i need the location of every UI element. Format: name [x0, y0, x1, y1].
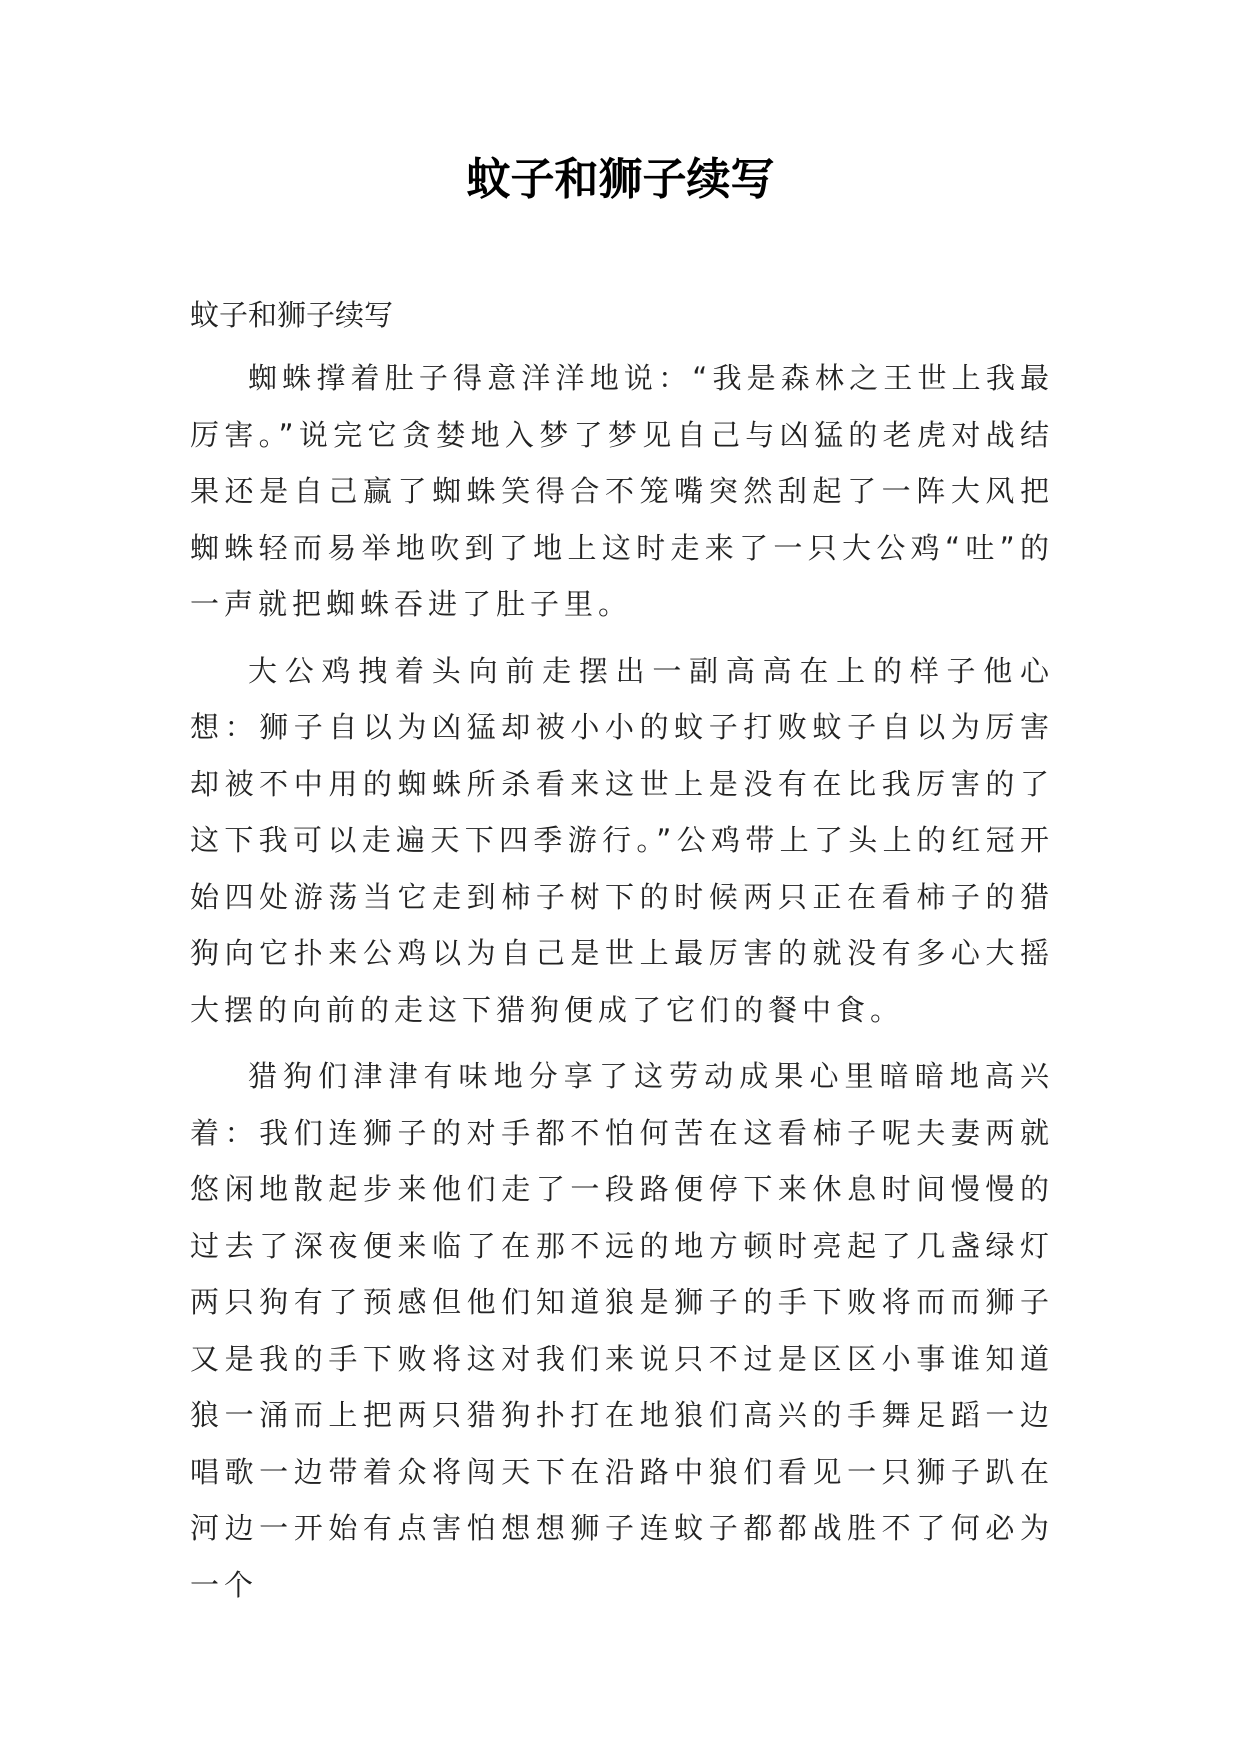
paragraph: 蜘蛛撑着肚子得意洋洋地说：“我是森林之王世上我最厉害。”说完它贪婪地入梦了梦见自己与凶猛的老虎对战结果还是自己赢了蜘蛛笑得合不笼嘴突然刮起了一阵大风把蜘蛛轻而易举地吹到了地上这时走来了一只大公鸡“吐”的一声就把蜘蛛吞进了肚子里。 [190, 361, 1054, 621]
paragraph: 猎狗们津津有味地分享了这劳动成果心里暗暗地高兴着：我们连狮子的对手都不怕何苦在这看柿子呢夫妻两就悠闲地散起步来他们走了一段路便停下来休息时间慢慢的过去了深夜便来临了在那不远的地方顿时亮起了几盏绿灯两只狗有了预感但他们知道狼是狮子的手下败将而而狮子又是我的手下败将这对我们来说只不过是区区小事谁知道狼一涌而上把两只猎狗扑打在地狼们高兴的手舞足蹈一边唱歌一边带着众将闯天下在沿路中狼们看见一只狮子趴在河边一开始有点害怕想想狮子连蚊子都都战胜不了何必为一个 [190, 1059, 1054, 1602]
paragraph: 大公鸡拽着头向前走摆出一副高高在上的样子他心想：狮子自以为凶猛却被小小的蚊子打败蚊子自以为厉害却被不中用的蜘蛛所杀看来这世上是没有在比我厉害的了这下我可以走遍天下四季游行。”公鸡带上了头上的红冠开始四处游荡当它走到柿子树下的时候两只正在看柿子的猎狗向它扑来公鸡以为自己是世上最厉害的就没有多心大摇大摆的向前的走这下猎狗便成了它们的餐中食。 [190, 653, 1054, 1027]
document-title: 蚊子和狮子续写 [466, 154, 775, 205]
document-subtitle: 蚊子和狮子续写 [190, 298, 394, 332]
document-body [190, 350, 1054, 1623]
